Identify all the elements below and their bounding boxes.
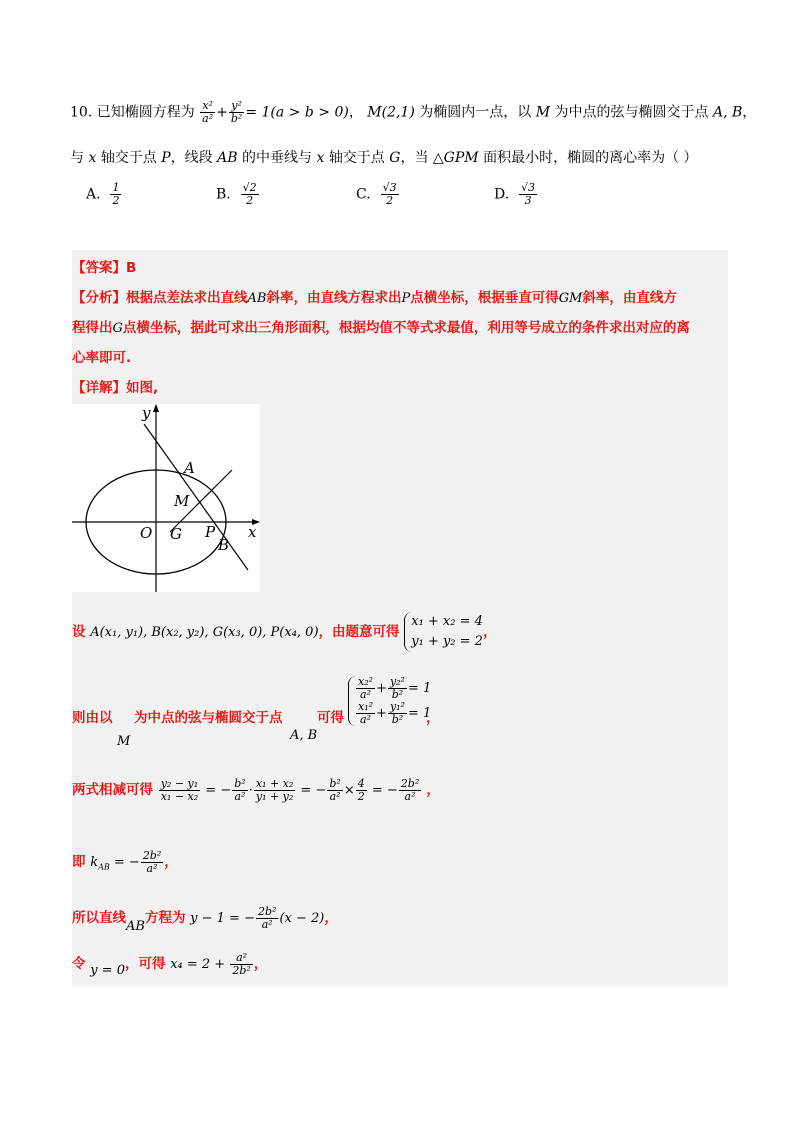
analysis-line-3: 心率即可.: [72, 350, 132, 366]
x4-result: x₄ = 2 + $\frac{\text{a²}}{\text{2b²}}$: [170, 951, 251, 977]
var-ab: AB: [247, 291, 267, 306]
var-m: M: [117, 734, 131, 749]
eq-sum-y: y₁ + y₂ = 2: [411, 634, 483, 649]
ellipse-condition: = 1(a > b > 0): [245, 104, 349, 121]
label-p: P: [205, 523, 216, 541]
label-g: G: [170, 525, 182, 543]
option-den: 2: [246, 194, 254, 207]
line-equation: y − 1 = − $\frac{\text{2b²}}{\text{a²}}$ (x − 2): [190, 905, 325, 931]
option-den: 3: [524, 194, 532, 207]
question-line-1: 10. 已知椭圆方程为 $\frac{\text{x²}}{\text{a²}}$ + $\frac{\text{y²}}{\text{b²}}$ = 1(a > b > 0)， M(2,1) 为椭圆内一点，以 M 为中点的弦与椭圆交于点 A, B，: [70, 99, 757, 125]
analysis-line-2: [72, 316, 690, 336]
label-a: A: [184, 459, 195, 477]
step-text: 则由以: [72, 710, 113, 726]
step-text: 为中点的弦与椭圆交于点: [134, 710, 283, 726]
analysis-text: 斜率，由直线方程求出: [266, 290, 402, 306]
question-line-2: [70, 148, 698, 168]
option-num: √3: [521, 181, 536, 194]
var-ab: A, B: [290, 728, 318, 743]
var-ab: AB: [217, 150, 238, 166]
y-zero: y = 0: [90, 963, 125, 978]
step-text: ，可得: [124, 956, 166, 972]
question-number: 10.: [70, 104, 93, 121]
ellipse-diagram: [72, 404, 260, 592]
option-b[interactable]: [216, 182, 260, 207]
option-num: √3: [382, 181, 397, 194]
chord-line-ab: [144, 424, 248, 570]
step-text: 两式相减可得: [72, 782, 153, 798]
analysis-line-1: [72, 286, 677, 306]
option-label: A.: [86, 186, 101, 203]
step-text: ，由题意可得: [318, 624, 400, 640]
question-text: ，线段: [170, 150, 213, 166]
question-text: 面积最小时，椭圆的离心率为（ ）: [483, 150, 698, 166]
question-text: 为椭圆内一点，以: [419, 104, 532, 121]
ellipse-figure: [72, 404, 260, 592]
option-num: √2: [242, 181, 257, 194]
option-label: C.: [356, 186, 371, 203]
question-text: 与: [70, 150, 84, 166]
step-3: [72, 778, 440, 803]
var-m: M: [535, 104, 551, 121]
option-a[interactable]: [86, 182, 122, 207]
step-text: 方程为: [144, 910, 186, 926]
analysis-text: 斜率，由直线方: [582, 290, 677, 306]
point-m: M(2,1): [367, 104, 415, 121]
option-den: 2: [386, 194, 394, 207]
comma: ，: [482, 624, 497, 640]
system-ellipse: $\frac{\text{x₂²}}{\text{a²}}$ + $\frac{\text{y₂²}}{\text{b²}}$ = 1 $\frac{\text{x₁²}}{\text{a²}}$ + $\frac{\text{y₁²}}{\text{b²}}$ = 1: [348, 676, 431, 726]
detail-label: 【详解】如图,: [72, 380, 159, 396]
question-text: 为中点的弦与椭圆交于点: [554, 104, 709, 121]
label-o: O: [140, 524, 153, 542]
step-4: [72, 850, 178, 875]
points-def: A(x₁, y₁), B(x₂, y₂), G(x₃, 0), P(x₄, 0): [90, 625, 319, 640]
options-row: [70, 182, 740, 222]
question-text: 的中垂线与: [242, 150, 312, 166]
label-m: M: [174, 492, 190, 510]
eq-sum-x: x₁ + x₂ = 4: [411, 614, 483, 629]
option-d[interactable]: [494, 182, 538, 207]
slope-result: $k_{AB}$ = − $\frac{\text{2b²}}{\text{a²}}$: [90, 849, 162, 875]
var-g: G: [112, 321, 123, 336]
question-text: ，当: [400, 150, 429, 166]
label-b: B: [218, 536, 230, 554]
option-label: D.: [494, 186, 510, 203]
step-5: [72, 905, 338, 934]
answer-label: 【答案】B: [72, 260, 137, 276]
question-text: 轴交于点: [328, 150, 385, 166]
comma: ，: [426, 710, 440, 726]
solution-panel: [72, 250, 728, 986]
analysis-text: 点横坐标，根据垂直可得: [410, 290, 559, 306]
analysis-text: 【分析】根据点差法求出直线: [72, 290, 248, 306]
var-g: G: [389, 150, 401, 166]
step-1: [72, 612, 496, 652]
analysis-text: 程得出: [72, 320, 113, 336]
option-label: B.: [216, 186, 231, 203]
var-x: x: [88, 150, 97, 166]
var-p: P: [401, 291, 411, 306]
label-x: x: [248, 523, 257, 541]
option-c[interactable]: [356, 182, 400, 207]
option-den: 2: [112, 194, 120, 207]
var-x: x: [316, 150, 325, 166]
option-num: 1: [112, 181, 120, 194]
question-text: 已知椭圆方程为: [96, 104, 195, 121]
step-text: 令: [72, 956, 86, 972]
comma: ，: [253, 956, 268, 972]
var-ab: AB: [126, 919, 145, 934]
comma: ，: [324, 910, 338, 926]
step-text: 设: [72, 624, 86, 640]
slope-derivation: $\frac{\text{y₂ − y₁}}{\text{x₁ − x₂}}$ = − $\frac{\text{b²}}{\text{a²}}$ · $\frac{\text{x₁ + x₂}}{\text{y₁ + y₂}}$ = − $\frac{\text{b²}}{\text{a²}}$ × $\frac{4}{2}$ = − $\frac{\text{2b²}}{\text{a²}}$: [160, 777, 420, 803]
var-gm: GM: [558, 291, 583, 306]
step-text: 可得: [317, 710, 344, 726]
step-2: [72, 676, 492, 756]
var-p: P: [161, 150, 171, 166]
label-y: y: [142, 404, 151, 422]
step-6: [72, 952, 267, 977]
fraction-x2-a2: $\frac{\text{x²}}{\text{a²}}$: [202, 99, 214, 125]
analysis-text: 点横坐标，据此可求出三角形面积，根据均值不等式求最值，利用等号成立的条件求出对应的离: [122, 320, 690, 336]
y-axis-arrow: [153, 404, 159, 412]
question-text: 轴交于点: [100, 150, 157, 166]
system-sum: [404, 612, 483, 652]
comma: ，: [164, 854, 178, 870]
step-text: 即: [72, 854, 86, 870]
var-ab: A, B: [712, 104, 743, 121]
fraction-y2-b2: $\frac{\text{y²}}{\text{b²}}$: [230, 99, 243, 125]
var-triangle: △GPM: [432, 150, 479, 166]
step-text: 所以直线: [72, 910, 126, 926]
comma: ，: [426, 782, 440, 798]
